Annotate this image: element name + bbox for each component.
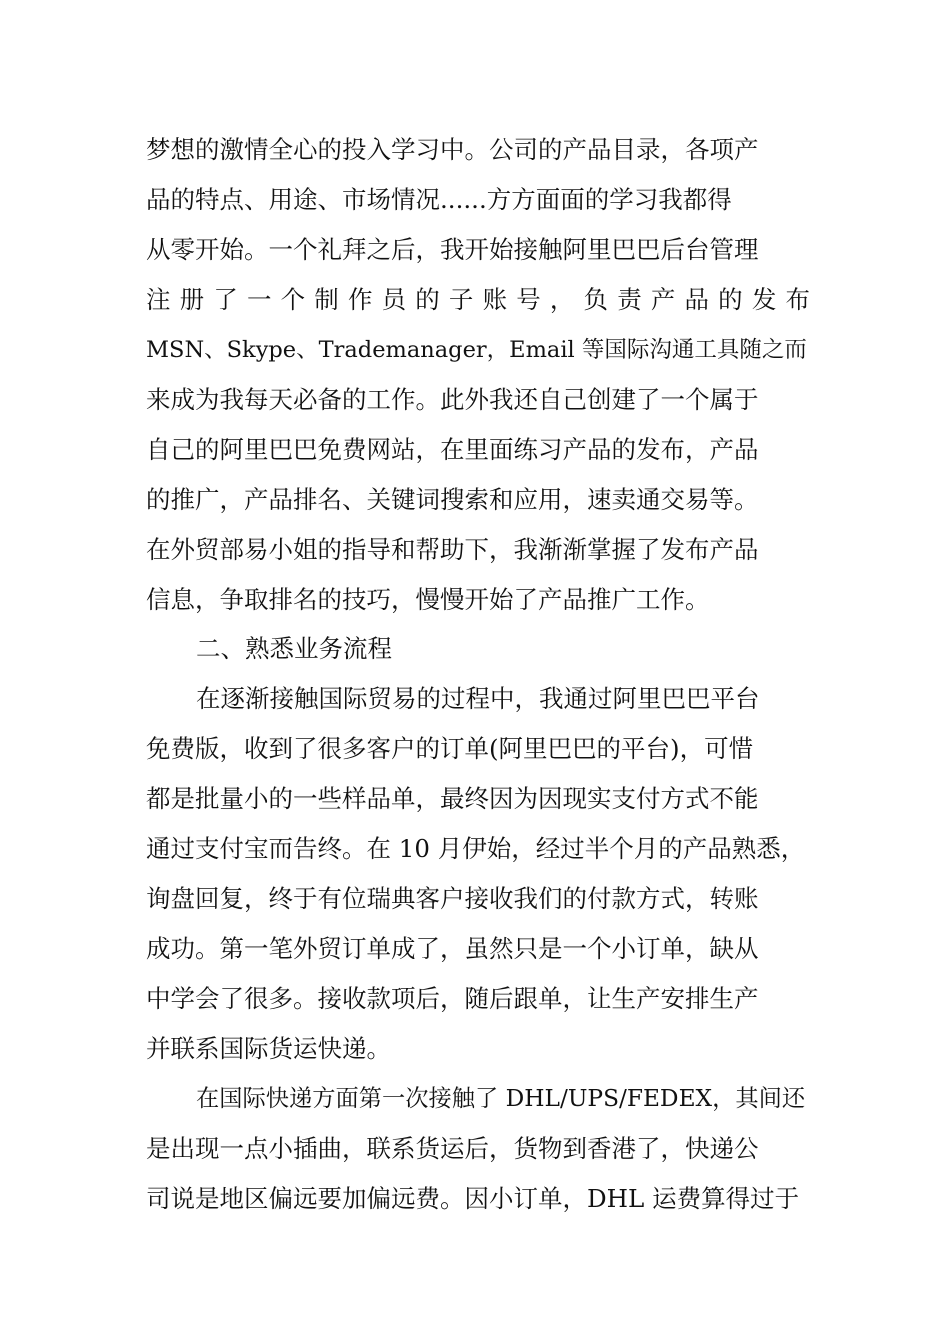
text-line: 免费版，收到了很多客户的订单(阿里巴巴的平台)，可惜 bbox=[146, 734, 754, 763]
text-line: 品的特点、用途、市场情况......方方面面的学习我都得 bbox=[146, 185, 732, 214]
text-line: 并联系国际货运快递。 bbox=[146, 1034, 391, 1063]
text-line: 中学会了很多。接收款项后，随后跟单，让生产安排生产 bbox=[146, 984, 759, 1013]
text-line: 在外贸部易小姐的指导和帮助下，我渐渐掌握了发布产品 bbox=[146, 535, 759, 564]
text-line: 在逐渐接触国际贸易的过程中，我通过阿里巴巴平台 bbox=[196, 684, 760, 713]
text-line: 从零开始。一个礼拜之后，我开始接触阿里巴巴后台管理 bbox=[146, 235, 759, 264]
text-line: 是出现一点小插曲，联系货运后，货物到香港了，快递公 bbox=[146, 1134, 759, 1163]
text-line: 通过支付宝而告终。在 10 月伊始，经过半个月的产品熟悉， bbox=[146, 834, 806, 863]
text-line: 梦想的激情全心的投入学习中。公司的产品目录，各项产 bbox=[146, 135, 759, 164]
text-line: 都是批量小的一些样品单，最终因为因现实支付方式不能 bbox=[146, 784, 759, 813]
text-line: 来成为我每天必备的工作。此外我还自己创建了一个属于 bbox=[146, 385, 759, 414]
section-heading: 二、熟悉业务流程 bbox=[196, 634, 392, 663]
text-line: 在国际快递方面第一次接触了 DHL/UPS/FEDEX，其间还 bbox=[196, 1085, 806, 1112]
text-line: 成功。第一笔外贸订单成了，虽然只是一个小订单，缺从 bbox=[146, 934, 759, 963]
text-line: MSN、Skype、Trademanager，Email 等国际沟通工具随之而 bbox=[146, 337, 807, 363]
text-line: 询盘回复，终于有位瑞典客户接收我们的付款方式，转账 bbox=[146, 884, 759, 913]
text-line: 自己的阿里巴巴免费网站，在里面练习产品的发布，产品 bbox=[146, 435, 759, 464]
text-line: 司说是地区偏远要加偏远费。因小订单，DHL 运费算得过于 bbox=[146, 1184, 800, 1213]
text-line: 注册了一个制作员的子账号，负责产品的发布 bbox=[146, 285, 810, 314]
text-line: 信息，争取排名的技巧，慢慢开始了产品推广工作。 bbox=[146, 585, 710, 614]
text-line: 的推广，产品排名、关键词搜索和应用，速卖通交易等。 bbox=[146, 485, 759, 514]
